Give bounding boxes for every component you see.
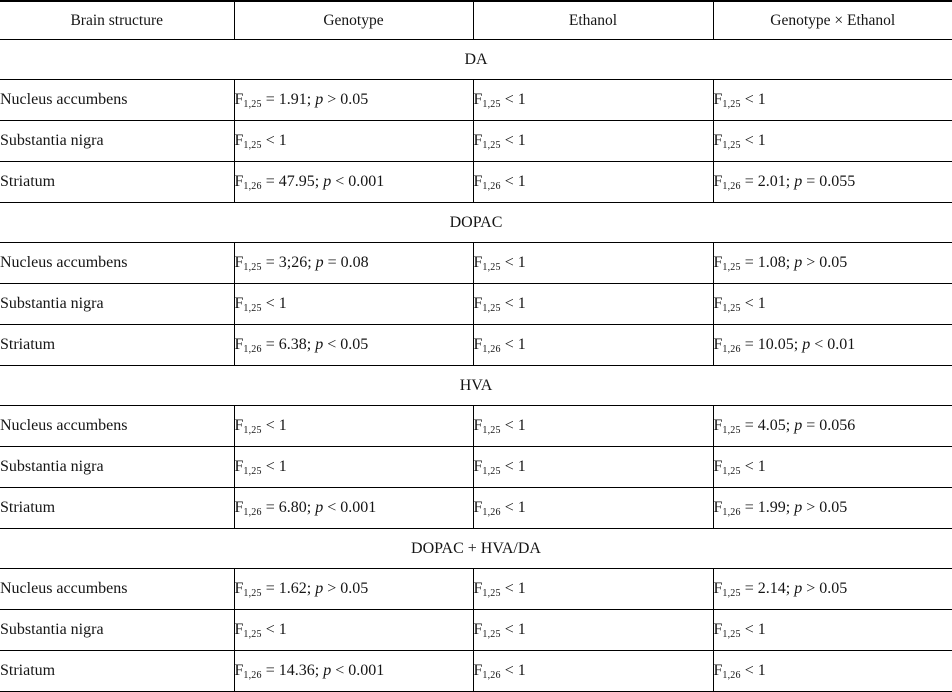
f-subscript: 1,25 bbox=[482, 588, 501, 599]
f-subscript: 1,25 bbox=[722, 588, 741, 599]
stat-cell: $F_{1,25} < 1$ bbox=[234, 447, 473, 488]
brain-structure-cell: Nucleus accumbens bbox=[0, 569, 234, 610]
data-row bbox=[0, 284, 952, 325]
f-subscript: 1,25 bbox=[482, 140, 501, 151]
data-row bbox=[0, 406, 952, 447]
data-row bbox=[0, 488, 952, 529]
stat-cell: $F_{1,25} < 1$ bbox=[473, 243, 713, 284]
stat-cell: $F_{1,26} = 6.80$; p < 0.001 bbox=[234, 488, 473, 529]
f-subscript: 1,25 bbox=[243, 466, 262, 477]
section-title-row bbox=[0, 40, 952, 80]
f-subscript: 1,26 bbox=[482, 181, 501, 192]
col-header-genotype-x-ethanol: Genotype × Ethanol bbox=[713, 1, 952, 40]
brain-structure-cell: Striatum bbox=[0, 488, 234, 529]
p-symbol: p bbox=[315, 336, 324, 353]
stat-cell: $F_{1,25} < 1$ bbox=[473, 610, 713, 651]
stat-cell: $F_{1,25} = 1.08$; p > 0.05 bbox=[713, 243, 952, 284]
table-body bbox=[0, 40, 952, 692]
f-subscript: 1,26 bbox=[722, 670, 741, 681]
f-subscript: 1,25 bbox=[722, 140, 741, 151]
brain-structure-cell: Nucleus accumbens bbox=[0, 243, 234, 284]
f-subscript: 1,25 bbox=[482, 262, 501, 273]
p-symbol: p bbox=[794, 254, 803, 271]
data-row bbox=[0, 447, 952, 488]
data-row bbox=[0, 651, 952, 692]
stat-cell: $F_{1,26} = 1.99$; p > 0.05 bbox=[713, 488, 952, 529]
section-title-row bbox=[0, 203, 952, 243]
col-header-brain-structure: Brain structure bbox=[0, 1, 234, 40]
f-subscript: 1,25 bbox=[482, 99, 501, 110]
p-symbol: p bbox=[315, 499, 324, 516]
stat-cell: $F_{1,26} = 10.05$; p < 0.01 bbox=[713, 325, 952, 366]
data-row bbox=[0, 121, 952, 162]
f-subscript: 1,25 bbox=[722, 629, 741, 640]
p-symbol: p bbox=[794, 173, 803, 190]
stat-cell: $F_{1,25} = 2.14$; p > 0.05 bbox=[713, 569, 952, 610]
stat-cell: $F_{1,25} < 1$ bbox=[234, 284, 473, 325]
brain-structure-cell: Substantia nigra bbox=[0, 121, 234, 162]
stat-cell: $F_{1,25} < 1$ bbox=[473, 284, 713, 325]
stat-cell: $F_{1,25} = 1.62$; p > 0.05 bbox=[234, 569, 473, 610]
f-subscript: 1,25 bbox=[722, 99, 741, 110]
f-subscript: 1,26 bbox=[482, 344, 501, 355]
stat-cell: $F_{1,26} < 1$ bbox=[713, 651, 952, 692]
brain-structure-cell: Striatum bbox=[0, 162, 234, 203]
p-symbol: p bbox=[323, 662, 332, 679]
brain-structure-cell: Nucleus accumbens bbox=[0, 80, 234, 121]
f-subscript: 1,25 bbox=[243, 303, 262, 314]
p-symbol: p bbox=[794, 580, 803, 597]
stat-cell: $F_{1,25} < 1$ bbox=[713, 447, 952, 488]
section-title: DA bbox=[0, 40, 952, 80]
p-symbol: p bbox=[794, 499, 803, 516]
stat-cell: $F_{1,26} < 1$ bbox=[473, 651, 713, 692]
f-subscript: 1,25 bbox=[482, 466, 501, 477]
f-subscript: 1,25 bbox=[722, 466, 741, 477]
f-subscript: 1,25 bbox=[722, 425, 741, 436]
data-row bbox=[0, 80, 952, 121]
f-subscript: 1,26 bbox=[722, 181, 741, 192]
section-title-row bbox=[0, 529, 952, 569]
f-subscript: 1,25 bbox=[243, 262, 262, 273]
p-symbol: p bbox=[323, 173, 332, 190]
p-symbol: p bbox=[315, 580, 324, 597]
stat-cell: $F_{1,26} = 47.95$; p < 0.001 bbox=[234, 162, 473, 203]
stat-cell: $F_{1,26} < 1$ bbox=[473, 488, 713, 529]
stat-cell: $F_{1,25} < 1$ bbox=[473, 569, 713, 610]
stat-cell: $F_{1,26} < 1$ bbox=[473, 162, 713, 203]
col-header-ethanol: Ethanol bbox=[473, 1, 713, 40]
stat-cell: $F_{1,25} = 4.05$; p = 0.056 bbox=[713, 406, 952, 447]
stat-cell: $F_{1,26} < 1$ bbox=[473, 325, 713, 366]
f-subscript: 1,26 bbox=[243, 507, 262, 518]
section-title-row bbox=[0, 366, 952, 406]
p-symbol: p bbox=[315, 254, 324, 271]
data-row bbox=[0, 610, 952, 651]
f-subscript: 1,26 bbox=[482, 670, 501, 681]
f-subscript: 1,26 bbox=[722, 507, 741, 518]
f-subscript: 1,25 bbox=[243, 425, 262, 436]
stat-cell: $F_{1,25} < 1$ bbox=[234, 406, 473, 447]
f-subscript: 1,25 bbox=[243, 140, 262, 151]
stat-cell: $F_{1,25} < 1$ bbox=[713, 284, 952, 325]
stat-cell: $F_{1,25} < 1$ bbox=[713, 80, 952, 121]
stat-cell: $F_{1,25} < 1$ bbox=[473, 447, 713, 488]
p-symbol: p bbox=[794, 417, 803, 434]
f-subscript: 1,25 bbox=[482, 425, 501, 436]
stat-cell: $F_{1,25}$ = 3;26; p = 0.08 bbox=[234, 243, 473, 284]
col-header-genotype: Genotype bbox=[234, 1, 473, 40]
brain-structure-cell: Striatum bbox=[0, 325, 234, 366]
stat-cell: $F_{1,25} < 1$ bbox=[473, 80, 713, 121]
f-subscript: 1,25 bbox=[722, 262, 741, 273]
stat-cell: $F_{1,26} = 6.38$; p < 0.05 bbox=[234, 325, 473, 366]
f-subscript: 1,25 bbox=[482, 303, 501, 314]
stat-cell: $F_{1,25} = 1.91$; p > 0.05 bbox=[234, 80, 473, 121]
stat-cell: $F_{1,25} < 1$ bbox=[473, 121, 713, 162]
f-subscript: 1,25 bbox=[243, 99, 262, 110]
f-subscript: 1,26 bbox=[243, 344, 262, 355]
data-row bbox=[0, 325, 952, 366]
stat-cell: $F_{1,25} < 1$ bbox=[713, 610, 952, 651]
f-subscript: 1,26 bbox=[243, 670, 262, 681]
stat-cell: $F_{1,25} < 1$ bbox=[234, 121, 473, 162]
section-title: DOPAC bbox=[0, 203, 952, 243]
section-title: HVA bbox=[0, 366, 952, 406]
f-subscript: 1,25 bbox=[722, 303, 741, 314]
data-row bbox=[0, 569, 952, 610]
header-row bbox=[0, 1, 952, 40]
stat-cell: $F_{1,26} = 2.01$; p = 0.055 bbox=[713, 162, 952, 203]
f-subscript: 1,25 bbox=[243, 588, 262, 599]
section-title: DOPAC + HVA/DA bbox=[0, 529, 952, 569]
p-symbol: p bbox=[315, 91, 324, 108]
f-subscript: 1,25 bbox=[243, 629, 262, 640]
f-subscript: 1,26 bbox=[482, 507, 501, 518]
f-subscript: 1,26 bbox=[243, 181, 262, 192]
brain-structure-cell: Striatum bbox=[0, 651, 234, 692]
brain-structure-cell: Substantia nigra bbox=[0, 284, 234, 325]
data-row bbox=[0, 162, 952, 203]
f-subscript: 1,26 bbox=[722, 344, 741, 355]
data-row bbox=[0, 243, 952, 284]
stat-cell: $F_{1,26} = 14.36$; p < 0.001 bbox=[234, 651, 473, 692]
brain-structure-cell: Substantia nigra bbox=[0, 447, 234, 488]
stat-cell: $F_{1,25} < 1$ bbox=[473, 406, 713, 447]
f-subscript: 1,25 bbox=[482, 629, 501, 640]
stat-cell: $F_{1,25} < 1$ bbox=[713, 121, 952, 162]
brain-structure-cell: Substantia nigra bbox=[0, 610, 234, 651]
stat-cell: $F_{1,25} < 1$ bbox=[234, 610, 473, 651]
brain-structure-cell: Nucleus accumbens bbox=[0, 406, 234, 447]
p-symbol: p bbox=[802, 336, 811, 353]
